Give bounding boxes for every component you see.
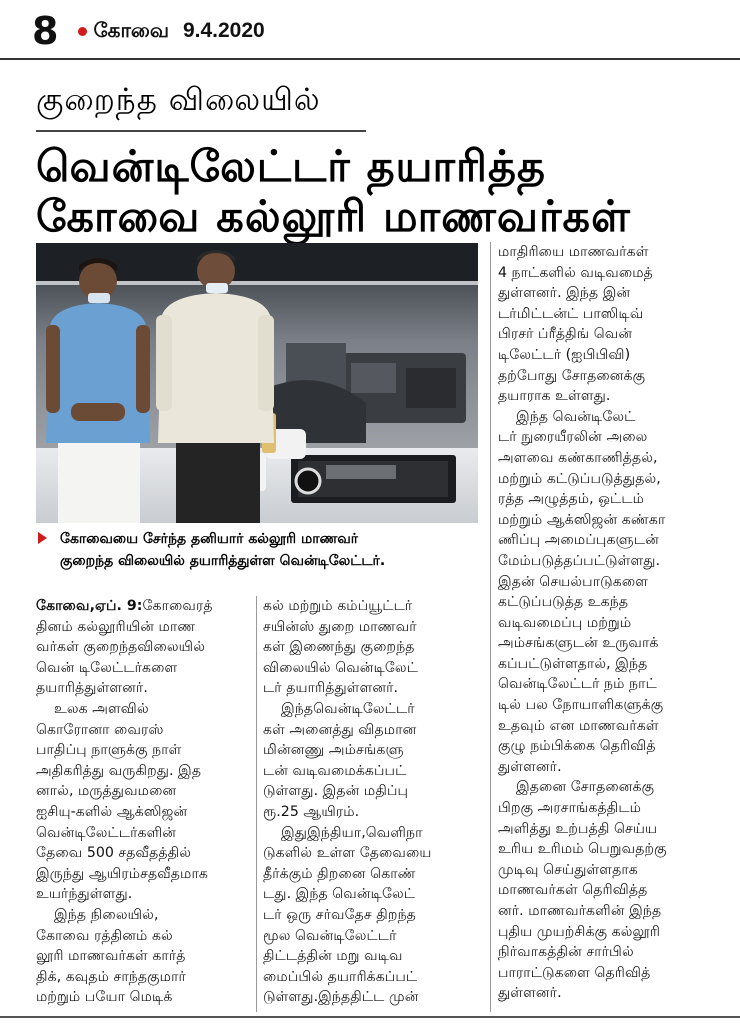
body-line: கல் மற்றும் கம்ப்யூட்டர் [263, 598, 413, 614]
body-line: டர் ஒரு சர்வதேச திறந்த [263, 906, 416, 923]
caption-line: குறைந்த விலையில் தயாரித்துள்ள வென்டிலேட்டர். [60, 553, 386, 569]
body-line: வென் டிலேட்டர்களை [36, 659, 178, 676]
body-line: தினம் கல்லூரியின் மாண [36, 618, 196, 635]
article-photo [36, 243, 478, 523]
body-line: நிர்வாகத்தின் சார்பில் [498, 944, 634, 961]
body-line: தேவை 500 சதவீதத்தில் [36, 845, 191, 862]
body-line: 4 நாட்களில் வடிவமைத் [498, 264, 653, 281]
body-line: டுள்ளது.இந்ததிட்ட முன் [263, 989, 419, 1006]
body-line: துள்ளனர். இந்த இன் [498, 285, 631, 302]
top-rule [0, 58, 740, 60]
body-line: ணிப்பு அமைப்புகளுடன் [498, 532, 659, 549]
body-line: னால், மருத்துவமனை [36, 783, 177, 800]
headline [36, 142, 726, 242]
headline-line: வென்டிலேட்டர் தயாரித்த [36, 142, 546, 192]
body-line: டர் நுரையீரலின் அலை [498, 429, 648, 446]
body-line: அளவை கண்காணித்தல், [498, 449, 658, 466]
body-line: ரத்த அழுத்தம், ஒட்டம் [498, 491, 645, 508]
masthead [32, 10, 265, 52]
body-line: மாதிரியை மாணவர்கள் [498, 244, 649, 260]
body-line: இந்தவென்டிலேட்டர் [281, 700, 415, 717]
bottom-rule [0, 1016, 740, 1018]
body-line: உயர்ந்துள்ளது. [36, 886, 133, 903]
body-line: பாதிப்பு நாளுக்கு நாள் [36, 742, 182, 759]
body-line: அதிகரித்து வருகிறது. இத [36, 762, 202, 779]
kicker-rule [36, 130, 366, 132]
article-column-2 [263, 596, 479, 1008]
body-line: அளித்து உற்பத்தி செய்ய [498, 820, 658, 837]
body-line: இதுஇந்தியா,வெளிநா [281, 824, 423, 841]
body-line: ரூ.25 ஆயிரம். [263, 803, 360, 820]
body-line: கள் இணைந்து குறைந்த [263, 639, 415, 656]
body-line: கப்பட்டுள்ளதால், இந்த [498, 655, 648, 672]
body-line: மற்றும் பயோ மெடிக் [36, 989, 173, 1006]
body-line: கள் அனைத்து விதமான [263, 721, 417, 738]
body-line: வென்டிலேட்டர் நம் நாட் [498, 676, 657, 693]
body-line: இருந்து ஆயிரம்சதவீதமாக [36, 865, 208, 882]
body-line: இந்த நிலையில், [54, 906, 159, 923]
body-line: உதவும் என மாணவர்கள் [498, 717, 659, 734]
column-rule [490, 242, 491, 1012]
caption-line: கோவையை சேர்ந்த தனியார் கல்லூரி மாணவர் [60, 531, 359, 547]
kicker: குறைந்த விலையில் [36, 82, 321, 118]
article-column-1 [36, 596, 248, 1008]
body-line: மைப்பில் தயாரிக்கப்பட் [263, 968, 418, 985]
body-line: கோவை ரத்தினம் கல் [36, 927, 173, 944]
red-dot-icon [78, 27, 87, 36]
body-line: டிலேட்டர் (ஐபிபிவி) [498, 346, 631, 363]
body-line: டுள்ளது. இதன் மதிப்பு [263, 783, 409, 800]
body-line: தற்போது சோதனைக்கு [498, 367, 646, 384]
body-line: தயாரித்துள்ளனர். [36, 680, 148, 697]
body-line: னர். மாணவர்களின் இந்த [498, 903, 662, 919]
body-line: உரிய உரிமம் பெறுவதற்கு [498, 841, 667, 858]
body-line: டர்மிட்டன்ட் பாஸிடிவ் [498, 305, 644, 322]
column-rule [256, 596, 257, 1012]
body-line: உலக அளவில் [54, 700, 149, 717]
body-line: தயாராக உள்ளது. [498, 388, 611, 405]
article-column-3 [498, 242, 720, 1004]
body-line: துள்ளனர். [498, 985, 562, 1002]
body-line: டில் பல நோயாளிகளுக்கு [498, 697, 664, 714]
body-line: விலையில் வென்டிலேட் [263, 659, 419, 676]
body-line: டர் தயாரித்துள்ளனர். [263, 680, 399, 697]
photo-illustration [36, 243, 478, 523]
body-line: லூரி மாணவர்கள் கார்த் [36, 948, 186, 965]
body-line: மேம்படுத்தப்பட்டுள்ளது. [498, 552, 661, 569]
body-line: டன் வடிவமைக்கப்பட் [263, 762, 407, 779]
body-line: வென்டிலேட்டர்களின் [36, 824, 177, 841]
photo-caption [36, 528, 481, 578]
body-line: தீர்க்கும் திறனை கொண் [263, 865, 416, 882]
headline-line: கோவை கல்லூரி மாணவர்கள் [36, 192, 631, 242]
body-line: மற்றும் கட்டுப்படுத்துதல், [498, 470, 661, 487]
edition-name: கோவை [93, 17, 169, 42]
body-line: மூல வென்டிலேட்டர் [263, 927, 397, 944]
body-line: பாராட்டுகளை தெரிவித் [498, 964, 651, 981]
body-line: டது. இந்த வென்டிலேட் [263, 886, 416, 903]
body-line: திக், கவுதம் சாந்தகுமார் [36, 968, 186, 985]
body-line: அம்சங்களுடன் உருவாக் [498, 635, 659, 652]
body-line: கொரோனா வைரஸ் [36, 721, 164, 738]
body-line: இதன் செயல்பாடுகளை [498, 573, 649, 590]
body-line: சயின்ஸ் துறை மாணவர் [263, 618, 417, 635]
dateline: கோவை,ஏப். 9: [36, 598, 143, 614]
body-line: வர்கள் குறைந்தவிலையில் [36, 639, 206, 656]
body-line: முடிவு செய்துள்ளதாக [498, 861, 638, 878]
body-line: மின்னணு அம்சங்களு [263, 742, 404, 759]
body-line: பிரசர் ப்ரீத்திங் வென் [498, 326, 633, 343]
body-line: இந்த வென்டிலேட் [516, 408, 636, 425]
red-triangle-icon [38, 532, 47, 544]
body-line: ஐசியு-களில் ஆக்ஸிஜன் [36, 803, 188, 820]
body-line: புதிய முயற்சிக்கு கல்லூரி [498, 923, 661, 940]
body-line: திட்டத்தின் மறு வடிவ [263, 948, 403, 965]
page-number: 8 [32, 9, 59, 53]
body-line: மற்றும் ஆக்ஸிஜன் கண்கா [498, 511, 666, 528]
body-line: துள்ளனர். [498, 758, 562, 775]
body-line: இதனை சோதனைக்கு [516, 779, 655, 796]
body-line: கட்டுப்படுத்த உகந்த [498, 594, 629, 611]
body-line: வடிவமைப்பு மற்றும் [498, 614, 632, 631]
body-line: கோவைரத் [142, 598, 213, 614]
body-line: பிறகு அரசாங்கத்திடம் [498, 800, 642, 817]
issue-date: 9.4.2020 [182, 19, 265, 42]
body-line: குழு நம்பிக்கை தெரிவித் [498, 738, 656, 755]
body-line: மாணவர்கள் தெரிவித்த [498, 882, 648, 899]
body-line: டுகளில் உள்ள தேவையை [263, 845, 432, 862]
